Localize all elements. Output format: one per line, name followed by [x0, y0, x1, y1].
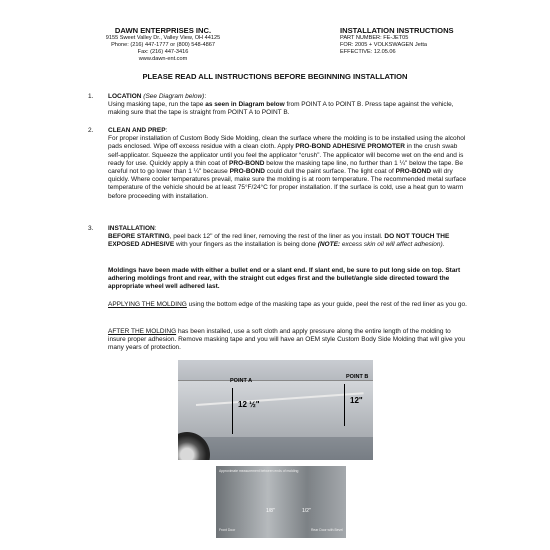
- after-text: has been installed, use a soft cloth and apply pressure along the entire length of the molding to insure proper adhesion. Remove masking tape and you will have an OEM style Custom Body Side Molding that will give you many years of protection.: [108, 328, 465, 352]
- section-2: CLEAN AND PREP: For proper installation of Custom Body Side Molding, clean the surface where the molding is to be installed using the alcohol pads enclosed. Wipe off excess residue with a clean cloth. Apply PRO-BOND ADHESIVE PROMOTER in the crush swab self-applicator. Squeeze the applicator until you feel the applicator “crush”. The applicator will become wet on the end and is ready for use. Quickly apply a thin coat of PRO-BOND below the masking tape line, no further than 1 ¼" below the tape. Be careful not to go lower than 1 ¼" because PRO-BOND could dull the paint surface. The light coat of PRO-BOND will dry quickly. Where cooler temperatures prevail, make sure the molding is at room temperature. The recommended metal surface temperature of the vehicle should be at least 75°F/24°C for proper installation. If the surface is cold, use a heat gun to warm before proceeding with installation.: [108, 127, 467, 200]
- detail-measure-1: 1/8": [266, 508, 275, 514]
- after-heading: AFTER THE MOLDING: [108, 328, 177, 335]
- point-b-label: POINT B: [346, 374, 369, 380]
- measure-line-b: [344, 384, 345, 426]
- part-number: PART NUMBER: FE-JET05: [340, 35, 409, 41]
- s3-a: BEFORE STARTING: [108, 233, 170, 241]
- section-3-number: 3.: [88, 225, 94, 232]
- detail-front-door: Front Door: [219, 528, 236, 532]
- section-3-title: INSTALLATION: [108, 225, 155, 232]
- s2-f: PRO-BOND: [229, 168, 265, 176]
- read-instructions-banner: PLEASE READ ALL INSTRUCTIONS BEFORE BEGINNING INSTALLATION: [142, 72, 408, 81]
- company-phone: Phone: (216) 447-1777 or (800) 548-4867: [111, 42, 215, 48]
- applying-text: using the bottom edge of the masking tape as your guide, peel the rest of the red liner as you go.: [186, 301, 467, 308]
- detail-caption: Approximate measurement between ends of molding: [219, 469, 299, 473]
- s2-g: could dull the paint surface. The light coat of: [264, 168, 396, 176]
- doc-info-block: [340, 26, 520, 56]
- section-1: LOCATION (See Diagram below): Using masking tape, run the tape as seen in Diagram below from POINT A to POINT B. Press tape against the vehicle, making sure that the tape is straight from POINT A to POINT B.: [108, 93, 454, 117]
- s2-b: PRO-BOND ADHESIVE PROMOTER: [295, 143, 405, 151]
- applying-paragraph: [108, 301, 468, 309]
- s3-d: with your fingers as the installation is being done: [174, 241, 318, 249]
- company-web: www.dawn-ent.com: [138, 56, 188, 62]
- s2-c: in the crush swab self-applicator. Squeeze the applicator until you feel the applicator “crush”. The applicator will become wet on the end and is ready for use. Quickly apply a thin coat of: [108, 143, 464, 167]
- vehicle-for: FOR: 2005 + VOLKSWAGEN Jetta: [340, 42, 427, 48]
- company-name: DAWN ENTERPRISES INC.: [114, 26, 212, 35]
- effective-date: EFFECTIVE: 12.05.06: [340, 49, 396, 55]
- molding-ends-note: Moldings have been made with either a bullet end or a slant end. If slant end, be sure to put long side on top. Start adhering moldings front and rear, with the straight cut edges first and the bullet/angle side directed toward the appropriate wheel well adhered last.: [108, 267, 461, 291]
- after-paragraph: [108, 328, 468, 353]
- measure-line-a: [232, 388, 233, 434]
- section-3: INSTALLATION: BEFORE STARTING, peel back 12" of the red liner, removing the rest of the liner as you install. DO NOT TOUCH THE EXPOSED ADHESIVE with your fingers as the installation is being done (NOTE: excess skin oil will affect adhesion).: [108, 225, 450, 249]
- company-address: 9155 Sweet Valley Dr., Valley View, OH 44125: [105, 35, 221, 41]
- section-1-text-end: from POINT A to POINT B. Press tape against the vehicle, making sure that the tape is straight from POINT A to POINT B.: [108, 101, 454, 117]
- s2-d: PRO-BOND: [229, 159, 265, 167]
- doc-title: INSTALLATION INSTRUCTIONS: [340, 26, 454, 35]
- section-1-number: 1.: [88, 93, 94, 100]
- molding-detail-photo: [216, 466, 346, 538]
- company-block: [88, 26, 238, 63]
- section-1-text: Using masking tape, run the tape: [108, 101, 206, 109]
- section-1-note: (See Diagram below): [143, 93, 205, 100]
- s2-i: will dry quickly. Where cooler temperatures prevail, make sure the molding is at room temperature. The recommended metal surface temperature of the vehicle should be at least 75°F/24°C for proper installation. If the surface is cold, use a heat gun to warm before proceeding with installation.: [108, 168, 467, 200]
- s2-h: PRO-BOND: [395, 168, 432, 176]
- company-fax: Fax: (216) 447-3416: [137, 49, 189, 55]
- s2-e: below the masking tape line, no further than 1 ¼" below the tape. Be careful not to go lower than 1 ¼" because: [108, 159, 463, 176]
- s3-f: excess skin oil will affect adhesion).: [340, 241, 445, 249]
- detail-measure-2: 1/2": [302, 508, 311, 514]
- detail-rear-door: Rear Door with Bevel: [310, 528, 343, 532]
- s3-e: (NOTE:: [317, 241, 341, 249]
- s2-a: For proper installation of Custom Body Side Molding, clean the surface where the molding is to be installed using the alcohol pads enclosed. Wipe off excess residue with a clean cloth. Apply: [108, 135, 466, 151]
- section-2-number: 2.: [88, 127, 94, 134]
- point-a-label: POINT A: [230, 378, 253, 384]
- section-1-bold: as seen in Diagram below: [205, 101, 285, 109]
- measurement-b: 12": [350, 396, 363, 405]
- s3-b: , peel back 12" of the red liner, removing the rest of the liner as you install.: [169, 233, 385, 241]
- measurement-a: 12 ½": [238, 400, 260, 409]
- section-1-title: LOCATION: [108, 93, 142, 100]
- applying-heading: APPLYING THE MOLDING: [108, 301, 187, 308]
- s3-c: DO NOT TOUCH THE EXPOSED ADHESIVE: [108, 233, 450, 249]
- section-2-title: CLEAN AND PREP: [108, 127, 166, 134]
- car-side-diagram: [178, 360, 373, 460]
